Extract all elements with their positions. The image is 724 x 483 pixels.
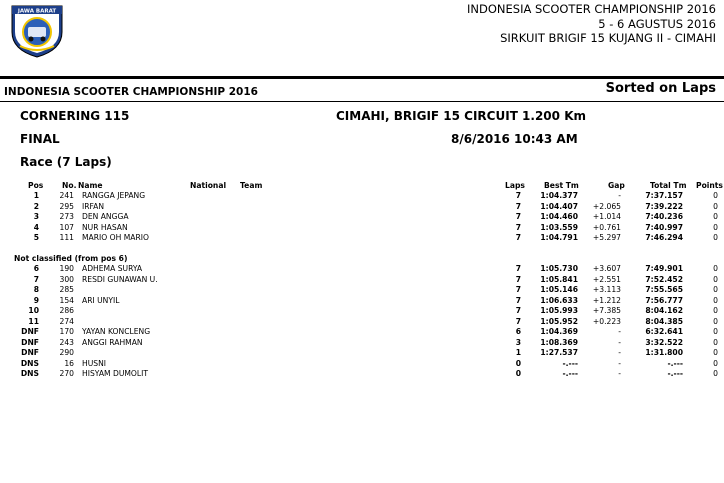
- cell-laps: 7: [515, 201, 521, 211]
- cell-name: MARIO OH MARIO: [82, 233, 149, 242]
- cell-pts: 0: [713, 264, 718, 273]
- cell-gap: +1.014: [592, 212, 621, 221]
- table-row: [0, 232, 724, 243]
- class-name: CORNERING 115: [20, 109, 130, 123]
- cell-laps: 7: [515, 274, 521, 284]
- cell-total: 7:49.901: [645, 264, 683, 273]
- cell-laps: 6: [515, 327, 521, 336]
- cell-best: 1:05.146: [540, 285, 578, 294]
- cell-laps: 7: [515, 191, 521, 200]
- cell-pts: 0: [713, 295, 718, 305]
- table-row: [0, 368, 724, 379]
- table-row: [0, 222, 724, 233]
- cell-laps: 7: [515, 264, 521, 273]
- cell-pos: 6: [33, 264, 39, 273]
- cell-total: 8:04.385: [645, 316, 683, 326]
- cell-pos: 7: [33, 274, 39, 284]
- col-national: National: [190, 181, 227, 190]
- cell-total: 7:39.222: [645, 201, 683, 211]
- col-gap: Gap: [608, 181, 625, 190]
- cell-total: 6:32.641: [645, 327, 683, 336]
- table-row: [0, 358, 724, 369]
- cell-gap: -: [618, 369, 621, 378]
- header-rule: [0, 76, 724, 79]
- event-dates: 5 - 6 AGUSTUS 2016: [598, 16, 716, 31]
- cell-name: ADHEMA SURYA: [82, 264, 143, 273]
- cell-pos: DNF: [21, 337, 39, 347]
- cell-pos: 3: [33, 212, 39, 221]
- cell-gap: +1.212: [592, 295, 621, 305]
- col-name: Name: [78, 181, 103, 190]
- cell-pts: 0: [713, 212, 718, 221]
- cell-total: 7:52.452: [645, 274, 683, 284]
- event-venue: SIRKUIT BRIGIF 15 KUJANG II - CIMAHI: [500, 31, 716, 46]
- cell-best: 1:04.460: [540, 212, 578, 221]
- cell-gap: +5.297: [592, 233, 621, 242]
- col-total: Total Tm: [650, 181, 687, 190]
- cell-pos: 4: [33, 222, 39, 232]
- cell-pts: 0: [713, 222, 718, 232]
- circuit-name: CIMAHI, BRIGIF 15 CIRCUIT 1.200 Km: [336, 109, 586, 123]
- table-row: [0, 326, 724, 337]
- cell-gap: -: [618, 191, 621, 200]
- session-datetime: 8/6/2016 10:43 AM: [451, 132, 578, 146]
- session-name: FINAL: [20, 132, 60, 146]
- cell-pos: 10: [28, 306, 39, 315]
- cell-gap: -: [618, 327, 621, 336]
- cell-no: 286: [59, 306, 74, 315]
- cell-name: IRFAN: [82, 201, 105, 211]
- cell-laps: 0: [515, 358, 521, 368]
- table-row: [0, 274, 724, 285]
- cell-no: 270: [59, 369, 74, 378]
- col-best: Best Tm: [544, 181, 579, 190]
- race-label: Race (7 Laps): [20, 155, 112, 169]
- cell-pos: 2: [33, 201, 39, 211]
- cell-total: 3:32.522: [645, 337, 683, 347]
- cell-pts: 0: [713, 306, 718, 315]
- cell-best: 1:04.377: [540, 191, 578, 200]
- cell-best: 1:05.952: [540, 316, 578, 326]
- cell-gap: -: [618, 348, 621, 357]
- cell-best: 1:03.559: [540, 222, 578, 232]
- cell-laps: 7: [515, 306, 521, 315]
- cell-total: 7:40.236: [645, 212, 683, 221]
- championship-title: INDONESIA SCOOTER CHAMPIONSHIP 2016: [4, 86, 258, 98]
- cell-best: 1:05.993: [540, 306, 578, 315]
- cell-pos: 8: [33, 285, 39, 294]
- not-classified-label: Not classified (from pos 6): [14, 254, 128, 263]
- table-row: [0, 211, 724, 222]
- cell-no: 274: [59, 316, 74, 326]
- table-row: [0, 337, 724, 348]
- cell-laps: 1: [515, 348, 521, 357]
- col-pos: Pos: [28, 181, 44, 190]
- cell-total: 7:46.294: [645, 233, 683, 242]
- cell-laps: 7: [515, 233, 521, 242]
- cell-pts: 0: [713, 316, 718, 326]
- cell-pts: 0: [713, 369, 718, 378]
- cell-pts: 0: [713, 201, 718, 211]
- title-rule: [0, 101, 724, 102]
- cell-pos: DNF: [21, 327, 39, 336]
- cell-no: 243: [59, 337, 74, 347]
- cell-best: 1:05.841: [540, 274, 578, 284]
- cell-laps: 7: [515, 316, 521, 326]
- cell-name: YAYAN KONCLENG: [82, 327, 151, 336]
- cell-best: 1:05.730: [540, 264, 578, 273]
- cell-no: 285: [59, 285, 74, 294]
- cell-total: -.---: [667, 358, 683, 368]
- sorted-label: Sorted on Laps: [605, 81, 716, 96]
- cell-name: RESDI GUNAWAN U.: [82, 274, 158, 284]
- col-no: No.: [62, 181, 77, 190]
- cell-gap: +3.607: [592, 264, 621, 273]
- table-row: [0, 284, 724, 295]
- cell-laps: 7: [515, 222, 521, 232]
- cell-best: 1:04.407: [540, 201, 578, 211]
- cell-pts: 0: [713, 233, 718, 242]
- cell-pos: 11: [28, 316, 39, 326]
- cell-pts: 0: [713, 191, 718, 200]
- cell-total: 7:37.157: [645, 191, 683, 200]
- logo-text: JAWA BARAT: [17, 8, 57, 15]
- cell-name: ARI UNYIL: [82, 295, 120, 305]
- cell-no: 170: [59, 327, 74, 336]
- table-row: [0, 347, 724, 358]
- cell-gap: +0.761: [592, 222, 621, 232]
- cell-no: 300: [59, 274, 74, 284]
- cell-gap: +0.223: [592, 316, 621, 326]
- table-row: [0, 190, 724, 201]
- table-row: [0, 316, 724, 327]
- table-row: [0, 295, 724, 306]
- cell-best: -.---: [562, 358, 578, 368]
- cell-total: 7:55.565: [645, 285, 683, 294]
- cell-best: -.---: [562, 369, 578, 378]
- event-title: INDONESIA SCOOTER CHAMPIONSHIP 2016: [467, 2, 716, 16]
- col-points: Points: [696, 181, 723, 190]
- cell-best: 1:27.537: [540, 348, 578, 357]
- cell-name: HISYAM DUMOLIT: [82, 369, 149, 378]
- table-row: [0, 201, 724, 212]
- jawa-barat-logo: [6, 2, 68, 58]
- cell-no: 154: [59, 295, 74, 305]
- cell-no: 111: [59, 233, 74, 242]
- cell-total: 1:31.800: [645, 348, 683, 357]
- cell-gap: -: [618, 337, 621, 347]
- cell-laps: 7: [515, 212, 521, 221]
- cell-gap: +7.385: [592, 306, 621, 315]
- cell-total: 8:04.162: [645, 306, 683, 315]
- cell-best: 1:04.369: [540, 327, 578, 336]
- cell-laps: 0: [515, 369, 521, 378]
- cell-gap: +3.113: [592, 285, 621, 294]
- cell-best: 1:08.369: [540, 337, 578, 347]
- cell-pos: 9: [33, 295, 39, 305]
- cell-no: 290: [59, 348, 74, 357]
- cell-pts: 0: [713, 337, 718, 347]
- cell-total: 7:40.997: [645, 222, 683, 232]
- cell-pos: DNS: [20, 369, 39, 378]
- cell-pts: 0: [713, 274, 718, 284]
- col-laps: Laps: [505, 181, 525, 190]
- cell-best: 1:04.791: [540, 233, 578, 242]
- col-team: Team: [240, 181, 263, 190]
- cell-gap: -: [618, 358, 621, 368]
- cell-gap: +2.551: [592, 274, 621, 284]
- cell-gap: +2.065: [592, 201, 621, 211]
- cell-total: 7:56.777: [645, 295, 683, 305]
- cell-pts: 0: [713, 348, 718, 357]
- table-row: [0, 263, 724, 274]
- cell-pos: DNF: [21, 348, 39, 357]
- cell-laps: 7: [515, 295, 521, 305]
- cell-name: DEN ANGGA: [82, 212, 129, 221]
- cell-no: 190: [59, 264, 74, 273]
- cell-pts: 0: [713, 327, 718, 336]
- table-row: [0, 305, 724, 316]
- cell-no: 107: [59, 222, 74, 232]
- cell-no: 241: [59, 191, 74, 200]
- cell-no: 273: [59, 212, 74, 221]
- cell-total: -.---: [667, 369, 683, 378]
- cell-name: ANGGI RAHMAN: [82, 337, 143, 347]
- cell-pos: DNS: [20, 358, 39, 368]
- cell-pts: 0: [713, 285, 718, 294]
- cell-name: HUSNI: [82, 358, 107, 368]
- cell-pos: 5: [33, 233, 39, 242]
- cell-laps: 7: [515, 285, 521, 294]
- cell-no: 16: [64, 358, 74, 368]
- cell-name: RANGGA JEPANG: [82, 191, 146, 200]
- cell-no: 295: [59, 201, 74, 211]
- event-header: [467, 2, 716, 46]
- cell-name: NUR HASAN: [82, 222, 128, 232]
- cell-pos: 1: [33, 191, 39, 200]
- cell-pts: 0: [713, 358, 718, 368]
- cell-best: 1:06.633: [540, 295, 578, 305]
- cell-laps: 3: [515, 337, 521, 347]
